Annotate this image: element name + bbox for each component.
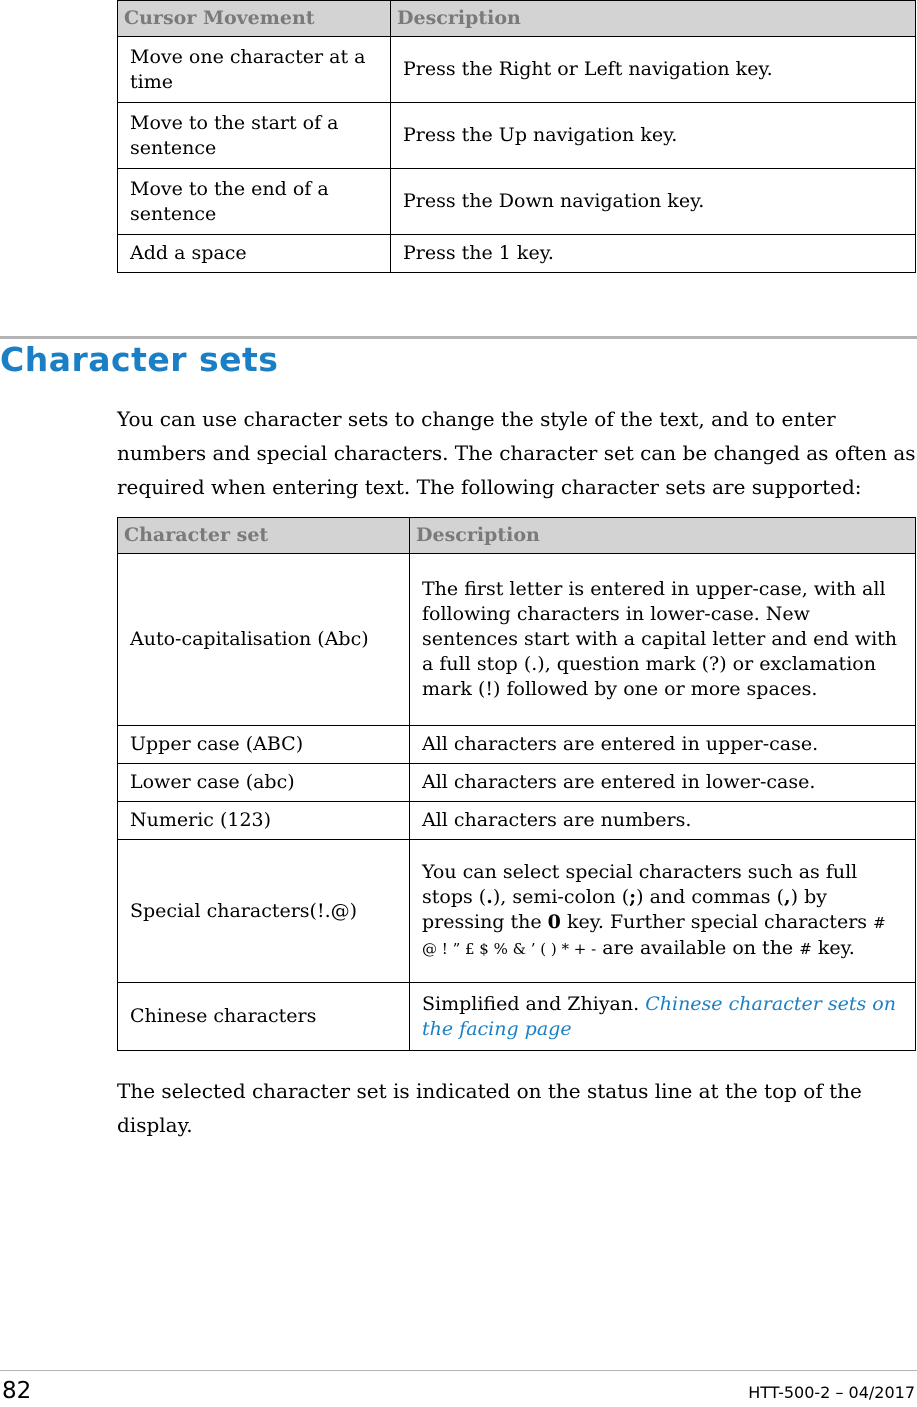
table-header-row bbox=[118, 518, 916, 554]
comma-char: , bbox=[784, 886, 791, 908]
column-header: Description bbox=[410, 518, 916, 554]
table-cell: Lower case (abc) bbox=[118, 764, 410, 802]
fullstop-char: . bbox=[486, 886, 493, 908]
table-cell: Special characters(!.@) bbox=[118, 840, 410, 983]
zero-key: 0 bbox=[547, 911, 561, 933]
table-cell: Press the Right or Left navigation key. bbox=[391, 37, 916, 103]
table-cell bbox=[410, 983, 916, 1051]
table-row bbox=[118, 37, 916, 103]
special-characters-list: # @ ! ” £ $ % & ’ ( ) * + - bbox=[422, 914, 886, 958]
table-cell: All characters are entered in lower-case. bbox=[410, 764, 916, 802]
desc-text: You can select special characters such as full stops ( bbox=[422, 861, 858, 908]
table-row bbox=[118, 554, 916, 726]
section-divider bbox=[0, 336, 917, 339]
section-heading: Character sets bbox=[0, 340, 279, 379]
hash-key: # bbox=[799, 940, 812, 958]
desc-text: Simplified and Zhiyan. bbox=[422, 992, 646, 1015]
desc-text: ), semi-colon ( bbox=[492, 886, 630, 908]
table-cell: Press the Down navigation key. bbox=[391, 169, 916, 235]
table-cell: Auto-capitalisation (Abc) bbox=[118, 554, 410, 726]
desc-text: ) and commas ( bbox=[636, 886, 785, 908]
cursor-movement-table bbox=[117, 0, 916, 273]
table-cell: Upper case (ABC) bbox=[118, 726, 410, 764]
table-cell bbox=[410, 840, 916, 983]
table-row bbox=[118, 840, 916, 983]
table-row bbox=[118, 169, 916, 235]
table-row bbox=[118, 726, 916, 764]
table-cell: Press the Up navigation key. bbox=[391, 103, 916, 169]
table-cell: Numeric (123) bbox=[118, 802, 410, 840]
table-cell: Move one character at a time bbox=[118, 37, 391, 103]
column-header: Description bbox=[391, 1, 916, 37]
table-header-row bbox=[118, 1, 916, 37]
document-id: HTT-500-2 – 04/2017 bbox=[748, 1383, 915, 1402]
intro-paragraph: You can use character sets to change the style of the text, and to enter numbers and special characters. The character set can be changed as often as required when entering text. The following character sets are supported: bbox=[117, 407, 916, 499]
footer-divider bbox=[0, 1370, 917, 1371]
desc-text: are available on the bbox=[596, 937, 800, 959]
table-cell: Move to the start of a sentence bbox=[118, 103, 391, 169]
table-cell: All characters are entered in upper-case. bbox=[410, 726, 916, 764]
table-row bbox=[118, 802, 916, 840]
column-header: Character set bbox=[118, 518, 410, 554]
table-cell: Add a space bbox=[118, 235, 391, 273]
semicolon-char: ; bbox=[629, 886, 637, 908]
desc-text: ) by pressing the bbox=[422, 886, 827, 933]
table-cell: Chinese characters bbox=[118, 983, 410, 1051]
desc-text: key. bbox=[811, 937, 855, 959]
table-row bbox=[118, 103, 916, 169]
closing-paragraph: The selected character set is indicated on the status line at the top of the display. bbox=[117, 1079, 862, 1137]
table-row bbox=[118, 235, 916, 273]
table-row bbox=[118, 764, 916, 802]
chinese-character-sets-link[interactable]: Chinese character sets on the facing page bbox=[422, 992, 896, 1040]
desc-text: key. Further special characters bbox=[560, 911, 874, 933]
character-set-table bbox=[117, 517, 916, 1051]
table-row bbox=[118, 983, 916, 1051]
table-cell: Move to the end of a sentence bbox=[118, 169, 391, 235]
table-cell: All characters are numbers. bbox=[410, 802, 916, 840]
page-number: 82 bbox=[2, 1378, 32, 1404]
table-cell: The first letter is entered in upper-case, with all following characters in lower-case. New sentences start with a capital letter and end with a full stop (.), question mark (?) or exclamation mark (!) followed by one or more spaces. bbox=[410, 554, 916, 726]
table-cell: Press the 1 key. bbox=[391, 235, 916, 273]
column-header: Cursor Movement bbox=[118, 1, 391, 37]
